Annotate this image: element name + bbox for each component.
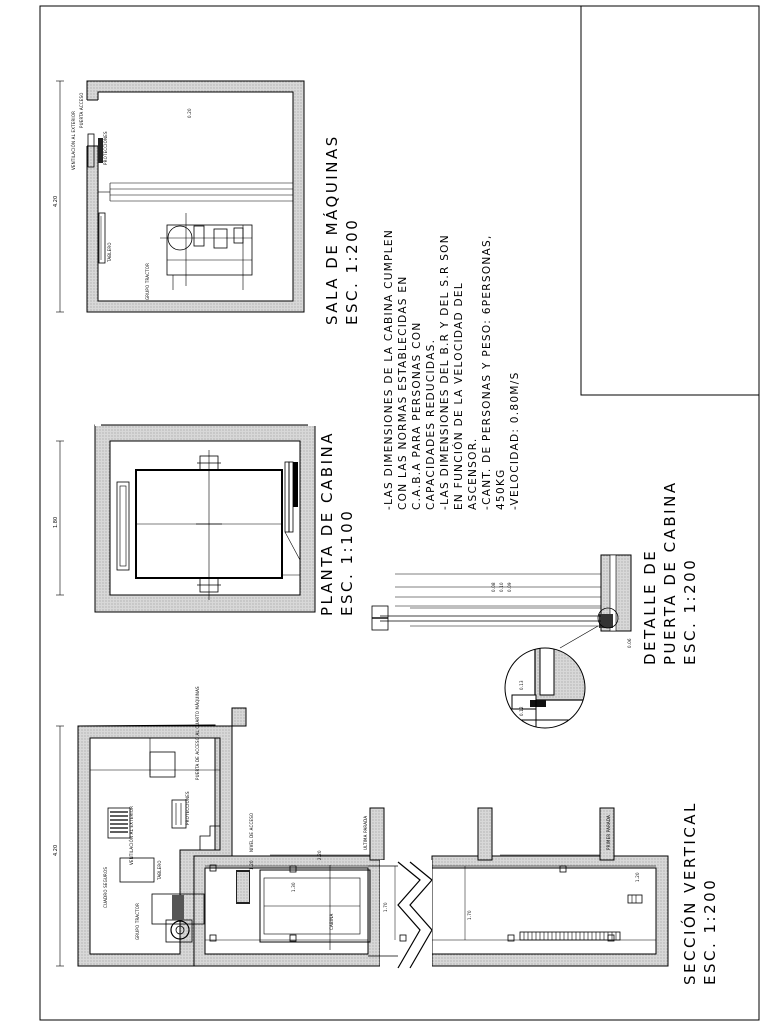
- section-access-level-label: NIVEL DE ACCESO: [249, 812, 254, 852]
- machine-room-title: [325, 134, 360, 325]
- mr-board-label: TABLERO: [107, 242, 112, 262]
- mr-protections-label: PROTECCIONES: [103, 131, 108, 165]
- cabin-plan: [53, 420, 316, 612]
- machine-room-title-line: SALA DE MÁQUINAS: [323, 134, 341, 325]
- section-board-label: TABLERO: [157, 860, 162, 880]
- note-line: -CANT. DE PERSONAS Y PESO: 6PERSONAS,: [481, 234, 493, 510]
- door-detail-scale: ESC. 1:200: [681, 557, 699, 665]
- machine-room-dimension: 4.20: [53, 195, 59, 207]
- door-detail-title-line: DETALLE DE: [641, 548, 659, 665]
- cabin-plan-title-line: PLANTA DE CABINA: [318, 431, 336, 616]
- section-height-dim: 1.20: [635, 872, 640, 882]
- section-protections-label: PROTECCIONES: [185, 791, 190, 825]
- section-door-label: PUERTA DE ACCESO AL CUARTO MÁQUINAS: [195, 686, 200, 780]
- cabin-plan-scale: ESC. 1:100: [338, 508, 356, 616]
- notes-block: [382, 229, 522, 510]
- detail-dim-label: 0.12: [519, 706, 524, 716]
- note-line: C.A.B.A PARA PERSONAS CON: [411, 321, 423, 510]
- note-line: -LAS DIMENSIONES DE LA CABINA CUMPLEN: [383, 228, 395, 510]
- door-dim-label: 0.09: [507, 582, 512, 592]
- section-height-dim: 2.20: [317, 850, 322, 860]
- cabin-plan-dimension: 1.80: [53, 516, 59, 528]
- section-last-stop-label: ULTIMA PARADA: [363, 815, 368, 850]
- section-scale: ESC. 1:200: [701, 877, 719, 985]
- section-cabin-label: CABINA: [329, 913, 334, 930]
- door-detail-title-line: PUERTA DE CABINA: [661, 480, 679, 665]
- note-line: 450KG: [495, 468, 507, 510]
- note-line: EN FUNCIÓN DE LA VELOCIDAD DEL: [453, 281, 465, 510]
- cabin-plan-title: [320, 431, 355, 616]
- mr-tractor-label: GRUPO TRACTOR: [145, 262, 150, 300]
- section-height-dim: 1.70: [383, 902, 388, 912]
- vertical-section: [53, 708, 668, 970]
- note-line: -LAS DIMENSIONES DEL B.R Y DEL S.R SON: [439, 234, 451, 510]
- machine-room-plan: [53, 81, 304, 312]
- section-height-dim: 1.20: [249, 860, 254, 870]
- door-dim-label: 0.10: [499, 582, 504, 592]
- section-title: [683, 801, 718, 985]
- section-tractor-label: GRUPO TRACTOR: [135, 902, 140, 940]
- section-height-dim: 1.70: [467, 910, 472, 920]
- door-dim-label: 0.06: [627, 638, 632, 648]
- machine-room-scale: ESC. 1:200: [343, 217, 361, 325]
- note-line: CON LAS NORMAS ESTABLECIDAS EN: [397, 275, 409, 510]
- section-fuses-label: CUADRO SEGUROS: [103, 866, 108, 908]
- section-dimension: 4.20: [53, 844, 59, 856]
- mr-small-dim: 0.20: [187, 108, 192, 118]
- section-title-line: SECCIÓN VERTICAL: [681, 801, 699, 985]
- mr-door-label: PUERTA ACCESO: [79, 92, 84, 128]
- note-line: CAPACIDADES REDUCIDAS.: [425, 338, 437, 510]
- door-detail-title: [643, 480, 698, 665]
- detail-dim-label: 0.13: [519, 680, 524, 690]
- note-line: -VELOCIDAD: 0.80M/S: [509, 371, 521, 510]
- section-first-stop-label: PRIMER PARADA: [606, 815, 611, 850]
- note-line: ASCENSOR.: [467, 437, 479, 510]
- section-ventilation-label: VENTILACIÓN AL EXTERIOR: [129, 805, 134, 865]
- mr-ventilation-label: VENTILACIÓN AL EXTERIOR: [71, 110, 76, 170]
- section-height-dim: 1.30: [291, 882, 296, 892]
- door-dim-label: 0.08: [491, 582, 496, 592]
